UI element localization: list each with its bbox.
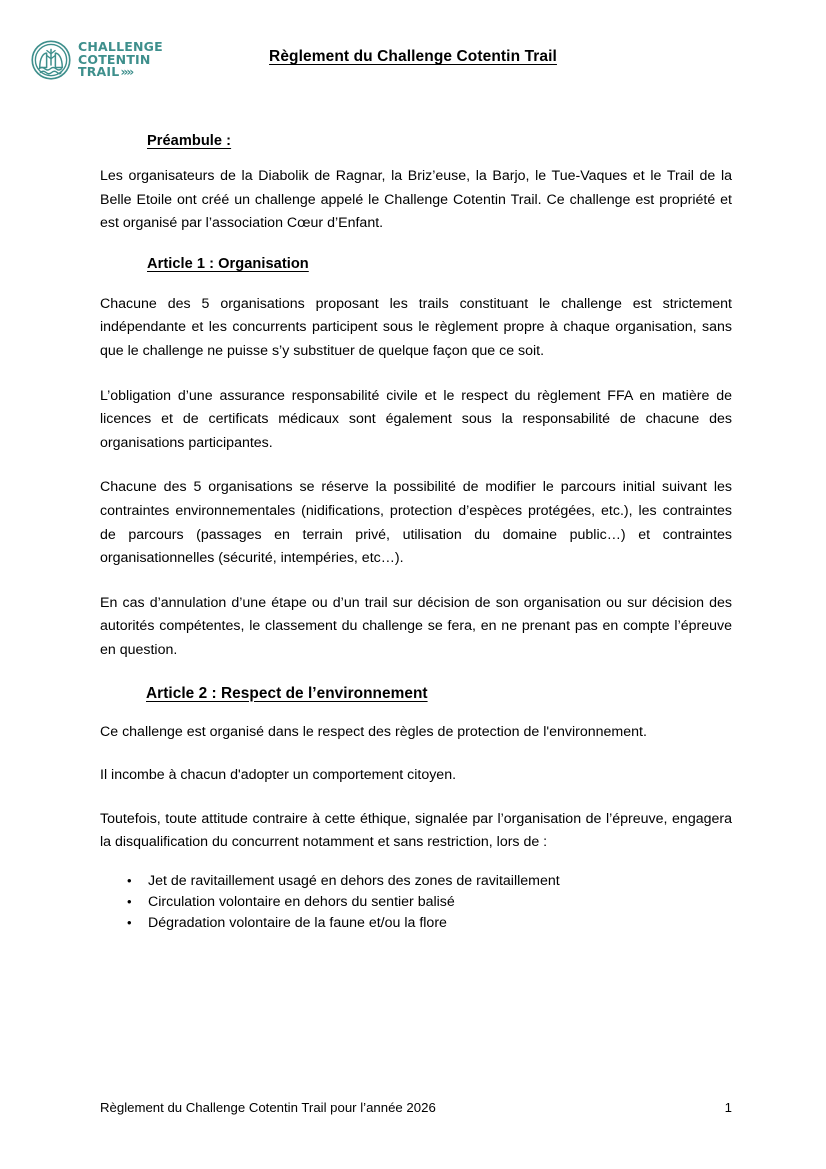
spacer bbox=[100, 703, 732, 721]
spacer bbox=[100, 663, 732, 685]
article1-paragraph-2: L’obligation d’une assurance responsabilité civile et le respect du règlement FFA en matière de licences et de certificats médicaux sont également sous la responsabilité de chacune des organisations participantes. bbox=[100, 387, 732, 451]
spacer bbox=[100, 455, 732, 476]
article1-paragraph-1: Chacune des 5 organisations proposant les trails constituant le challenge est strictement indépendante et les concurrents participent sous le règlement propre à chaque organisation, sans que le challenge ne puisse s’y substituer de quelque façon que ce soit. bbox=[100, 295, 732, 359]
spacer bbox=[100, 571, 732, 592]
spacer bbox=[100, 149, 732, 165]
list-item: • Dégradation volontaire de la faune et/ou la flore bbox=[100, 913, 732, 934]
logo-line-1: CHALLENGE bbox=[78, 39, 163, 55]
spacer bbox=[100, 855, 732, 871]
chevrons-icon: ›››› bbox=[120, 65, 133, 80]
logo-line-2: COTENTIN bbox=[78, 51, 151, 67]
logo-line-3 bbox=[78, 66, 163, 79]
spacer bbox=[100, 744, 732, 764]
page-footer bbox=[100, 1100, 732, 1115]
logo-line-3-text: TRAIL bbox=[78, 64, 120, 80]
article1-paragraph-4: En cas d’annulation d’une étape ou d’un trail sur décision de son organisation ou sur décision des autorités compétentes, le classement du challenge se fera, en ne prenant pas en compte l’épreuve en question. bbox=[100, 594, 732, 658]
page-title: Règlement du Challenge Cotentin Trail bbox=[269, 48, 557, 65]
preamble-heading-wrap bbox=[100, 133, 732, 149]
spacer bbox=[100, 272, 732, 293]
article2-paragraph-3: Toutefois, toute attitude contraire à cette éthique, signalée par l’organisation de l’épreuve, engagera la disqualification du concurrent notamment et sans restriction, lors de : bbox=[100, 810, 732, 851]
list-item: • Jet de ravitaillement usagé en dehors des zones de ravitaillement bbox=[100, 871, 732, 892]
article2-heading: Article 2 : Respect de l’environnement bbox=[146, 684, 428, 702]
spacer bbox=[100, 236, 732, 256]
page-number: 1 bbox=[724, 1100, 732, 1115]
article1-paragraph-3: Chacune des 5 organisations se réserve la possibilité de modifier le parcours initial suivant les contraintes environnementales (nidifications, protection d’espèces protégées, etc.), les contraintes de parcours (passages en terrain privé, utilisation du domaine public…) et contraintes organisationnelles (sécurité, intempéries, etc…). bbox=[100, 479, 732, 567]
document-body bbox=[100, 133, 732, 934]
spacer bbox=[100, 364, 732, 385]
article2-heading-wrap bbox=[100, 685, 732, 703]
article1-heading: Article 1 : Organisation bbox=[147, 255, 309, 272]
spacer bbox=[100, 788, 732, 808]
list-item: • Circulation volontaire en dehors du sentier balisé bbox=[100, 892, 732, 913]
preamble-paragraph-1: Les organisateurs de la Diabolik de Ragnar, la Briz’euse, la Barjo, le Tue-Vaques et le Trail de la Belle Etoile ont créé un challenge appelé le Challenge Cotentin Trail. Ce challenge est propriété et est organisé par l’association Cœur d’Enfant. bbox=[100, 168, 732, 232]
preamble-heading: Préambule : bbox=[147, 133, 232, 149]
page-header bbox=[0, 0, 826, 110]
footer-text: Règlement du Challenge Cotentin Trail pour l’année 2026 bbox=[100, 1100, 436, 1115]
article1-heading-wrap bbox=[100, 256, 732, 272]
article2-paragraph-2: Il incombe à chacun d'adopter un comportement citoyen. bbox=[100, 767, 457, 784]
article2-bullet-list bbox=[100, 871, 732, 934]
article2-paragraph-1: Ce challenge est organisé dans le respect des règles de protection de l'environnement. bbox=[100, 723, 647, 740]
